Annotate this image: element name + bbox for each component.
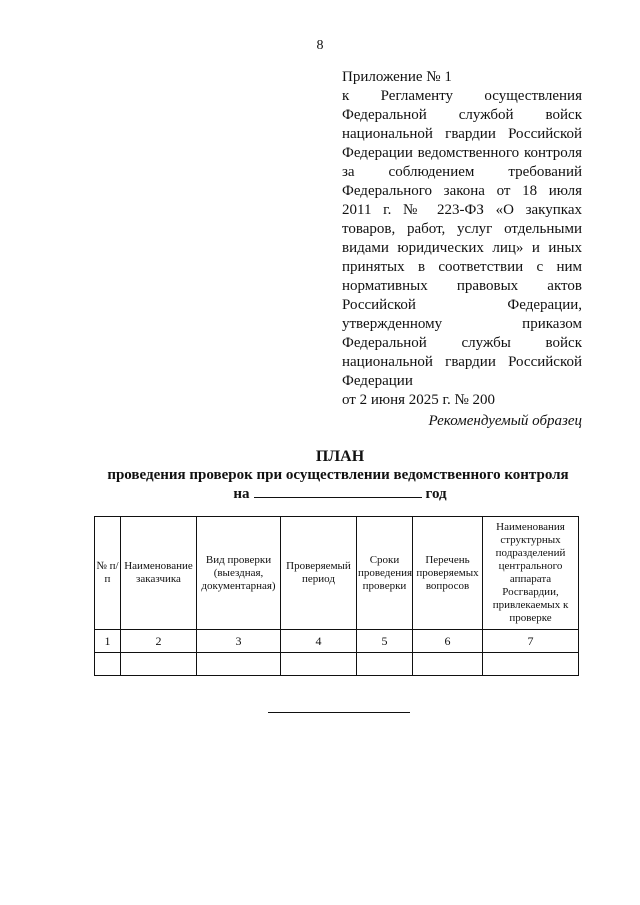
table-cell <box>95 653 121 676</box>
appendix-title: Приложение № 1 <box>342 69 452 85</box>
header-cell: Перечень проверяемых вопросов <box>413 517 483 630</box>
table-cell <box>121 653 197 676</box>
appendix-line: нормативных правовых актов <box>342 278 582 294</box>
table-cell: 7 <box>483 630 579 653</box>
appendix-order-date: от 2 июня 2025 г. № 200 <box>342 392 496 408</box>
table-cell <box>281 653 357 676</box>
plan-table <box>94 516 579 676</box>
end-divider <box>268 712 410 713</box>
table-row <box>95 630 579 653</box>
sample-label: Рекомендуемый образец <box>428 413 582 429</box>
year-prefix: на <box>233 486 250 502</box>
appendix-line: за соблюдением требований <box>342 164 582 180</box>
table-cell <box>357 653 413 676</box>
header-cell: Проверяемый период <box>281 517 357 630</box>
table-cell <box>197 653 281 676</box>
appendix-line: национальной гвардии Российской <box>342 354 582 370</box>
page-number: 8 <box>316 38 324 53</box>
appendix-line: национальной гвардии Российской <box>342 126 582 142</box>
appendix-line: утвержденному приказом <box>342 316 582 332</box>
table-cell <box>413 653 483 676</box>
appendix-line: к Регламенту осуществления <box>342 88 582 104</box>
header-cell: № п/п <box>95 517 121 630</box>
table-cell: 6 <box>413 630 483 653</box>
table-header-row <box>95 517 579 630</box>
appendix-line: Федерального закона от 18 июля <box>342 183 582 199</box>
appendix-line: Федерации ведомственного контроля <box>342 145 582 161</box>
header-cell: Наименование заказчика <box>121 517 197 630</box>
table-cell: 4 <box>281 630 357 653</box>
appendix-block <box>342 68 582 410</box>
plan-title: ПЛАН <box>315 448 365 465</box>
table-cell: 5 <box>357 630 413 653</box>
plan-year-line <box>0 485 640 503</box>
header-cell: Вид проверки (выездная, документарная) <box>197 517 281 630</box>
appendix-line: Федерации <box>342 373 413 389</box>
table-cell: 3 <box>197 630 281 653</box>
plan-subtitle: проведения проверок при осуществлении ведомственного контроля <box>107 467 569 483</box>
appendix-line: Федеральной службы войск <box>342 335 582 351</box>
header-cell: Наименования структурных подразделений центрального аппарата Росгвардии, привлекаемых к проверке <box>483 517 579 630</box>
appendix-line: Российской Федерации, <box>342 297 582 313</box>
table-cell <box>483 653 579 676</box>
table-row-empty <box>95 653 579 676</box>
appendix-line: Федеральной службой войск <box>342 107 582 123</box>
table-cell: 1 <box>95 630 121 653</box>
appendix-line: видами юридических лиц» и иных <box>342 240 582 256</box>
header-cell: Сроки проведения проверки <box>357 517 413 630</box>
year-blank-field <box>254 485 422 498</box>
appendix-line: принятых в соответствии с ним <box>342 259 582 275</box>
appendix-line: товаров, работ, услуг отдельными <box>342 221 582 237</box>
appendix-line: 2011 г. № 223-ФЗ «О закупках <box>342 202 582 218</box>
table-cell: 2 <box>121 630 197 653</box>
year-suffix: год <box>425 486 447 502</box>
